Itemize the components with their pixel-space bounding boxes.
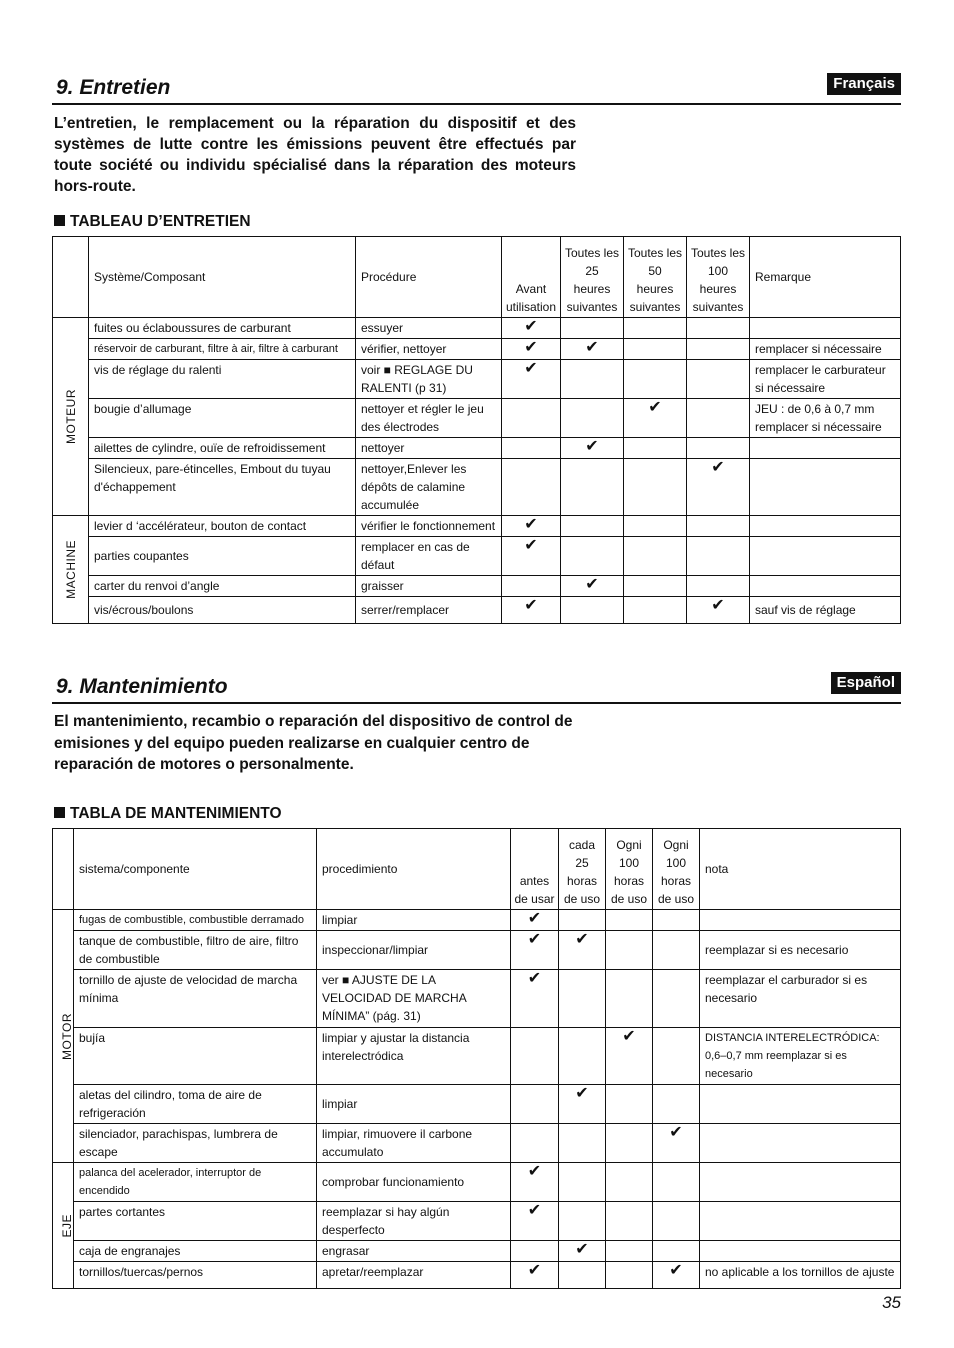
component-cell: tornillos/tuercas/pernos: [74, 1262, 317, 1289]
component-cell: tanque de combustible, filtro de aire, filtro de combustible: [74, 931, 317, 970]
note-cell: [750, 459, 901, 516]
header-cell: Remarque: [750, 237, 901, 318]
component-cell: vis/écrous/boulons: [89, 597, 356, 624]
note-cell: [750, 576, 901, 597]
empty-cell: [687, 339, 750, 360]
note-cell: [700, 1163, 901, 1202]
table-row: [53, 360, 901, 399]
empty-cell: [624, 318, 687, 339]
note-cell: [700, 910, 901, 931]
note-cell: DISTANCIA INTERELECTRÓDICA: 0,6–0,7 mm reemplazar si es necesario: [700, 1028, 901, 1085]
check-mark-icon: ✔: [511, 931, 559, 970]
empty-cell: [624, 459, 687, 516]
component-cell: fugas de combustible, combustible derramado: [74, 910, 317, 931]
group-label: EJE: [60, 1213, 74, 1238]
check-mark-icon: ✔: [502, 597, 561, 624]
procedure-cell: nettoyer,Enlever les dépôts de calamine accumulée: [356, 459, 502, 516]
header-cell: Toutes les 25 heures suivantes: [561, 237, 624, 318]
procedure-cell: limpiar, rimuovere il carbone accumulato: [317, 1124, 511, 1163]
empty-cell: [653, 931, 700, 970]
procedure-cell: reemplazar si hay algún desperfecto: [317, 1202, 511, 1241]
table-title: TABLA DE MANTENIMIENTO: [54, 805, 282, 823]
table-row: [53, 1241, 901, 1262]
empty-cell: [687, 318, 750, 339]
table-row: [53, 910, 901, 931]
empty-cell: [624, 339, 687, 360]
language-badge: Español: [831, 672, 901, 694]
header-cell: nota: [700, 829, 901, 910]
note-cell: remplacer si nécessaire: [750, 339, 901, 360]
empty-cell: [511, 1124, 559, 1163]
group-label: MOTOR: [60, 1012, 74, 1060]
maintenance-table: [52, 236, 901, 624]
group-label: MACHINE: [63, 540, 78, 599]
table-row: [53, 931, 901, 970]
header-cell: cada 25 horas de uso: [559, 829, 606, 910]
empty-cell: [559, 970, 606, 1028]
component-cell: partes cortantes: [74, 1202, 317, 1241]
procedure-cell: inspeccionar/limpiar: [317, 931, 511, 970]
empty-cell: [687, 576, 750, 597]
group-header-cell: [53, 829, 74, 910]
empty-cell: [559, 1163, 606, 1202]
empty-cell: [511, 1028, 559, 1085]
table-body: [53, 318, 901, 624]
procedure-cell: voir ■ REGLAGE DU RALENTI (p 31): [356, 360, 502, 399]
table-row: [53, 597, 901, 624]
empty-cell: [561, 360, 624, 399]
empty-cell: [624, 438, 687, 459]
empty-cell: [606, 931, 653, 970]
table-row: [53, 318, 901, 339]
empty-cell: [653, 1085, 700, 1124]
empty-cell: [561, 516, 624, 537]
empty-cell: [606, 1163, 653, 1202]
check-mark-icon: ✔: [606, 1028, 653, 1085]
section-title: 9. Mantenimiento: [56, 675, 228, 698]
check-mark-icon: ✔: [511, 1163, 559, 1202]
note-cell: [700, 1241, 901, 1262]
empty-cell: [511, 1241, 559, 1262]
empty-cell: [561, 537, 624, 576]
table-title: TABLEAU D’ENTRETIEN: [54, 213, 251, 231]
note-cell: remplacer le carburateur si nécessaire: [750, 360, 901, 399]
check-mark-icon: ✔: [511, 910, 559, 931]
intro-paragraph: El mantenimiento, recambio o reparación del dispositivo de control de emisiones y del equipo pueden realizarse en cualquier centro de reparación de motores o personalmente.: [54, 713, 573, 773]
procedure-cell: serrer/remplacer: [356, 597, 502, 624]
header-cell: Procédure: [356, 237, 502, 318]
title-rule: [52, 702, 901, 704]
note-cell: sauf vis de réglage: [750, 597, 901, 624]
note-cell: no aplicable a los tornillos de ajuste: [700, 1262, 901, 1289]
header-cell: Ogni 100 horas de uso: [606, 829, 653, 910]
table-row: [53, 1028, 901, 1085]
procedure-cell: graisser: [356, 576, 502, 597]
table-row: [53, 1124, 901, 1163]
header-cell: antes de usar: [511, 829, 559, 910]
empty-cell: [561, 318, 624, 339]
empty-cell: [502, 459, 561, 516]
section-title: 9. Entretien: [56, 76, 171, 99]
empty-cell: [606, 1124, 653, 1163]
check-mark-icon: ✔: [687, 459, 750, 516]
table-header-row: [53, 237, 901, 318]
note-cell: reemplazar el carburador si es necesario: [700, 970, 901, 1028]
maintenance-table: [52, 828, 901, 1289]
group-header-cell: [53, 237, 89, 318]
procedure-cell: limpiar y ajustar la distancia interelectródica: [317, 1028, 511, 1085]
empty-cell: [606, 1202, 653, 1241]
check-mark-icon: ✔: [559, 1241, 606, 1262]
empty-cell: [653, 1028, 700, 1085]
component-cell: fuites ou éclaboussures de carburant: [89, 318, 356, 339]
procedure-cell: limpiar: [317, 910, 511, 931]
group-label-cell: [53, 516, 89, 624]
group-label-cell: [53, 910, 74, 1163]
empty-cell: [502, 576, 561, 597]
component-cell: silenciador, parachispas, lumbrera de escape: [74, 1124, 317, 1163]
table-row: [53, 576, 901, 597]
table-row: [53, 970, 901, 1028]
procedure-cell: nettoyer: [356, 438, 502, 459]
header-cell: Toutes les 50 heures suivantes: [624, 237, 687, 318]
check-mark-icon: ✔: [653, 1262, 700, 1289]
group-label-cell: [53, 318, 89, 516]
empty-cell: [687, 399, 750, 438]
empty-cell: [624, 360, 687, 399]
empty-cell: [606, 1241, 653, 1262]
empty-cell: [653, 910, 700, 931]
note-cell: [750, 438, 901, 459]
procedure-cell: nettoyer et régler le jeu des électrodes: [356, 399, 502, 438]
note-cell: [750, 537, 901, 576]
note-cell: [700, 1124, 901, 1163]
title-rule: [52, 103, 901, 105]
check-mark-icon: ✔: [511, 1202, 559, 1241]
component-cell: ailettes de cylindre, ouïe de refroidissement: [89, 438, 356, 459]
component-cell: vis de réglage du ralenti: [89, 360, 356, 399]
check-mark-icon: ✔: [502, 318, 561, 339]
note-cell: [700, 1202, 901, 1241]
component-cell: bougie d’allumage: [89, 399, 356, 438]
check-mark-icon: ✔: [561, 339, 624, 360]
header-cell: Avant utilisation: [502, 237, 561, 318]
component-cell: Silencieux, pare-étincelles, Embout du tuyau d'échappement: [89, 459, 356, 516]
empty-cell: [559, 1262, 606, 1289]
group-label: MOTEUR: [63, 389, 78, 444]
note-cell: reemplazar si es necesario: [700, 931, 901, 970]
check-mark-icon: ✔: [502, 339, 561, 360]
note-cell: [750, 318, 901, 339]
empty-cell: [624, 516, 687, 537]
empty-cell: [606, 1085, 653, 1124]
empty-cell: [653, 1202, 700, 1241]
note-cell: [700, 1085, 901, 1124]
header-cell: procedimiento: [317, 829, 511, 910]
check-mark-icon: ✔: [511, 970, 559, 1028]
procedure-cell: vérifier le fonctionnement: [356, 516, 502, 537]
note-cell: [750, 516, 901, 537]
procedure-cell: comprobar funcionamiento: [317, 1163, 511, 1202]
component-cell: caja de engranajes: [74, 1241, 317, 1262]
empty-cell: [559, 1202, 606, 1241]
empty-cell: [653, 1241, 700, 1262]
empty-cell: [687, 537, 750, 576]
empty-cell: [653, 1163, 700, 1202]
table-row: [53, 516, 901, 537]
table-row: [53, 1202, 901, 1241]
table-row: [53, 339, 901, 360]
header-cell: Ogni 100 horas de uso: [653, 829, 700, 910]
empty-cell: [624, 576, 687, 597]
procedure-cell: essuyer: [356, 318, 502, 339]
language-badge: Français: [827, 73, 901, 95]
empty-cell: [653, 970, 700, 1028]
empty-cell: [561, 399, 624, 438]
empty-cell: [606, 910, 653, 931]
check-mark-icon: ✔: [559, 931, 606, 970]
table-row: [53, 459, 901, 516]
component-cell: réservoir de carburant, filtre à air, filtre à carburant: [89, 339, 356, 360]
component-cell: levier d ‘accélérateur, bouton de contact: [89, 516, 356, 537]
empty-cell: [624, 537, 687, 576]
procedure-cell: vérifier, nettoyer: [356, 339, 502, 360]
page-number: 35: [882, 1293, 901, 1312]
procedure-cell: engrasar: [317, 1241, 511, 1262]
empty-cell: [561, 597, 624, 624]
table-body: [53, 910, 901, 1289]
group-label-cell: [53, 1163, 74, 1289]
table-row: [53, 1163, 901, 1202]
empty-cell: [606, 970, 653, 1028]
square-bullet-icon: [54, 807, 65, 818]
intro-paragraph: L’entretien, le remplacement ou la réparation du dispositif et des systèmes de lutte contre les émissions peuvent être effectués par toute société ou individu spécialisé dans la réparation des moteurs hors-route.: [54, 115, 576, 195]
empty-cell: [502, 399, 561, 438]
empty-cell: [624, 597, 687, 624]
table-row: [53, 399, 901, 438]
empty-cell: [502, 438, 561, 459]
procedure-cell: limpiar: [317, 1085, 511, 1124]
empty-cell: [511, 1085, 559, 1124]
component-cell: aletas del cilindro, toma de aire de refrigeración: [74, 1085, 317, 1124]
procedure-cell: apretar/reemplazar: [317, 1262, 511, 1289]
empty-cell: [559, 910, 606, 931]
procedure-cell: ver ■ AJUSTE DE LA VELOCIDAD DE MARCHA MÍNIMA” (pág. 31): [317, 970, 511, 1028]
empty-cell: [687, 360, 750, 399]
component-cell: bujía: [74, 1028, 317, 1085]
table-header-row: [53, 829, 901, 910]
note-cell: JEU : de 0,6 à 0,7 mm remplacer si nécessaire: [750, 399, 901, 438]
table-row: [53, 537, 901, 576]
empty-cell: [559, 1028, 606, 1085]
check-mark-icon: ✔: [561, 438, 624, 459]
procedure-cell: remplacer en cas de défaut: [356, 537, 502, 576]
table-row: [53, 438, 901, 459]
check-mark-icon: ✔: [502, 516, 561, 537]
component-cell: tornillo de ajuste de velocidad de marcha mínima: [74, 970, 317, 1028]
component-cell: carter du renvoi d’angle: [89, 576, 356, 597]
check-mark-icon: ✔: [559, 1085, 606, 1124]
check-mark-icon: ✔: [511, 1262, 559, 1289]
component-cell: palanca del acelerador, interruptor de encendido: [74, 1163, 317, 1202]
check-mark-icon: ✔: [502, 537, 561, 576]
header-cell: sistema/componente: [74, 829, 317, 910]
check-mark-icon: ✔: [687, 597, 750, 624]
table-row: [53, 1085, 901, 1124]
empty-cell: [687, 438, 750, 459]
header-cell: Système/Composant: [89, 237, 356, 318]
empty-cell: [687, 516, 750, 537]
table-row: [53, 1262, 901, 1289]
component-cell: parties coupantes: [89, 537, 356, 576]
check-mark-icon: ✔: [624, 399, 687, 438]
empty-cell: [606, 1262, 653, 1289]
check-mark-icon: ✔: [561, 576, 624, 597]
header-cell: Toutes les 100 heures suivantes: [687, 237, 750, 318]
empty-cell: [559, 1124, 606, 1163]
check-mark-icon: ✔: [653, 1124, 700, 1163]
square-bullet-icon: [54, 215, 65, 226]
check-mark-icon: ✔: [502, 360, 561, 399]
empty-cell: [561, 459, 624, 516]
